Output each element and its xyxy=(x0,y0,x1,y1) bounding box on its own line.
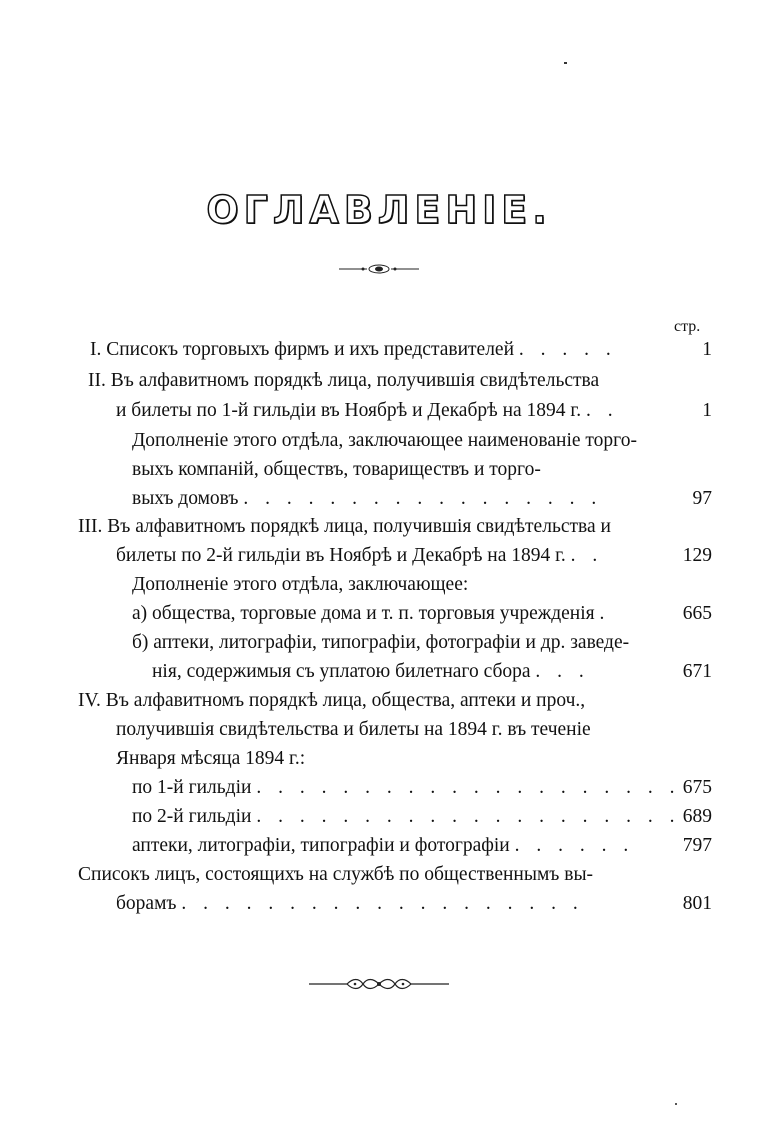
toc-entry-line: выхъ компаній, обществъ, товариществъ и торго- xyxy=(132,459,541,480)
print-speck xyxy=(675,1103,677,1105)
page-column-label: стр. xyxy=(674,318,701,335)
toc-entry-line: по 1-й гильдіи . . . . . . . . . . . . . . . . . . . . xyxy=(132,777,681,798)
toc-page-number: 129 xyxy=(682,545,712,566)
print-speck xyxy=(564,62,567,64)
toc-page-number: 1 xyxy=(702,339,712,360)
toc-page-number: 801 xyxy=(682,893,712,914)
toc-entry-line: борамъ . . . . . . . . . . . . . . . . . . . xyxy=(116,893,584,914)
toc-entry-line: аптеки, литографіи, типографіи и фотографіи . . . . . . xyxy=(132,835,635,856)
toc-entry-line: нія, содержимыя съ уплатою билетнаго сбора . . . xyxy=(152,661,590,682)
toc-page-number: 675 xyxy=(682,777,712,798)
toc-page-number: 689 xyxy=(682,806,712,827)
toc-entry-line: билеты по 2-й гильдіи въ Ноябрѣ и Декабрѣ на 1894 г. . . xyxy=(116,545,604,566)
toc-entry-line: а) общества, торговые дома и т. п. торговыя учрежденія . xyxy=(132,603,611,624)
toc-entry-line: IV. Въ алфавитномъ порядкѣ лица, общества, аптеки и проч., xyxy=(78,690,586,711)
toc-entry-line: Дополненіе этого отдѣла, заключающее наименованіе торго- xyxy=(132,430,637,451)
toc-entry-line: выхъ домовъ . . . . . . . . . . . . . . . . . xyxy=(132,488,603,509)
ornament-tailpiece-icon xyxy=(309,976,449,992)
toc-page-number: 97 xyxy=(692,488,712,509)
toc-entry-line: б) аптеки, литографіи, типографіи, фотографіи и др. заведе- xyxy=(132,632,630,653)
toc-entry-line: Списокъ лицъ, состоящихъ на службѣ по общественнымъ вы- xyxy=(78,864,594,885)
toc-entry-line: и билеты по 1-й гильдіи въ Ноябрѣ и Декабрѣ на 1894 г. . . xyxy=(116,400,619,421)
toc-page-number: 1 xyxy=(702,400,712,421)
toc-entry-line: Января мѣсяца 1894 г.: xyxy=(116,748,306,769)
toc-entry-line: получившія свидѣтельства и билеты на 1894 г. въ теченіе xyxy=(116,719,591,740)
toc-entry-line: I. Списокъ торговыхъ фирмъ и ихъ представителей . . . . . xyxy=(90,339,617,360)
toc-page-number: 665 xyxy=(682,603,712,624)
toc-page-number: 671 xyxy=(682,661,712,682)
toc-entry-line: III. Въ алфавитномъ порядкѣ лица, получившія свидѣтельства и xyxy=(78,516,611,537)
page-title: ОГЛАВЛЕНІЕ. xyxy=(206,188,552,232)
toc-entry-line: II. Въ алфавитномъ порядкѣ лица, получившія свидѣтельства xyxy=(88,370,600,391)
toc-entry-line: по 2-й гильдіи . . . . . . . . . . . . . . . . . . . . xyxy=(132,806,681,827)
ornament-divider-icon xyxy=(339,262,419,276)
toc-page-number: 797 xyxy=(682,835,712,856)
toc-entry-line: Дополненіе этого отдѣла, заключающее: xyxy=(132,574,469,595)
